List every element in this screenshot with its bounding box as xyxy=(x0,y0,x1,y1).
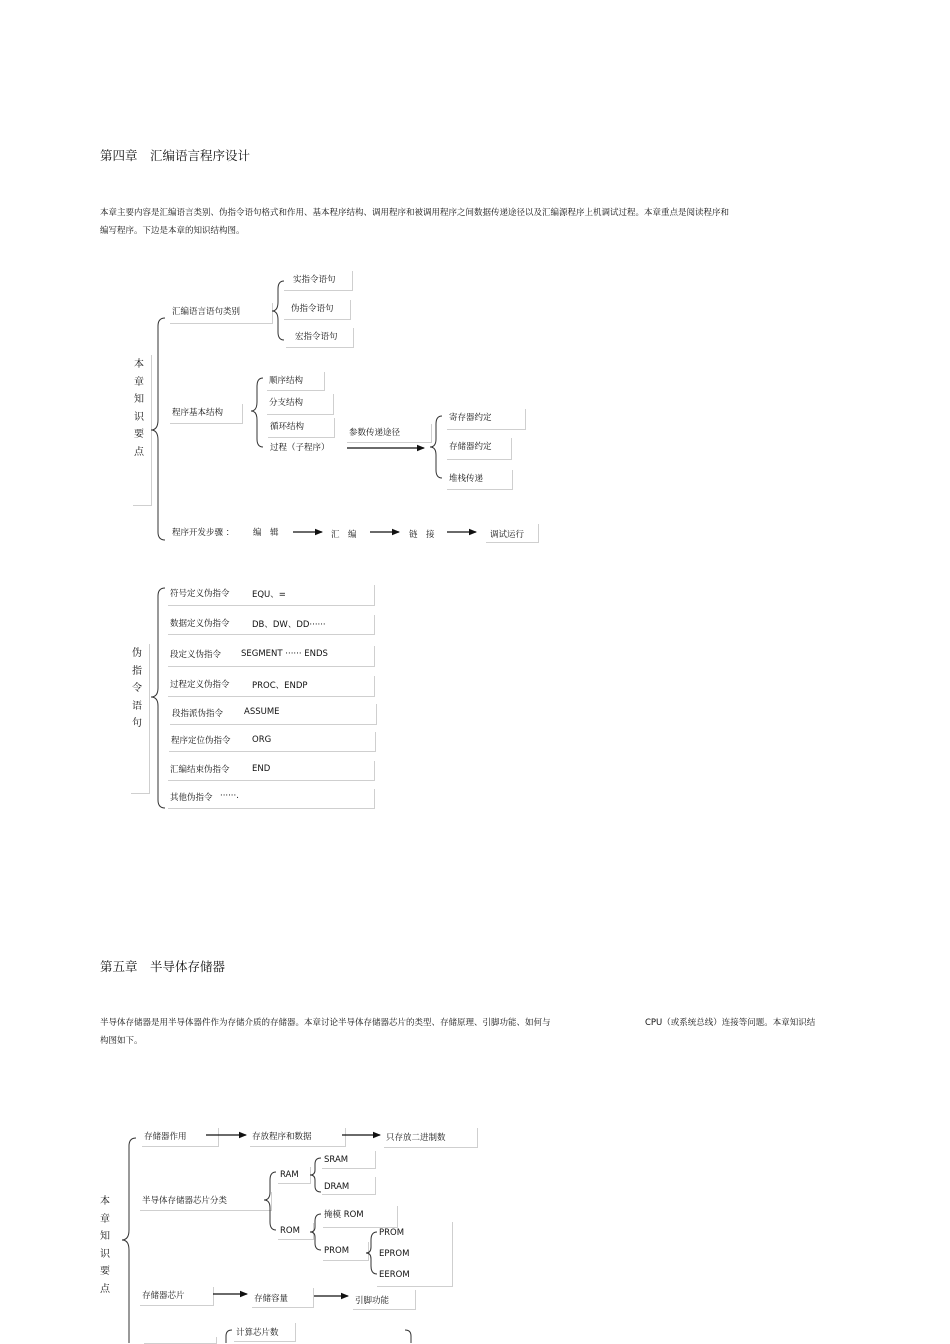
chapter5-title: 第五章 半导体存储器 xyxy=(100,959,226,974)
brace xyxy=(264,1172,276,1230)
chapter4-title: 第四章 汇编语言程序设计 xyxy=(100,148,251,163)
pseudo-row-label: 程序定位伪指令 xyxy=(171,736,231,746)
brace xyxy=(122,1138,136,1343)
brace xyxy=(226,1330,232,1343)
stmt-item: 实指令语句 xyxy=(293,275,336,285)
param-path-label: 参数传递途径 xyxy=(349,428,401,438)
mem-role-value: 存放程序和数据 xyxy=(252,1132,312,1142)
pseudo-row-label: 段定义伪指令 xyxy=(170,650,222,660)
pseudo-row-label: 符号定义伪指令 xyxy=(170,589,230,599)
stmt-category-label: 汇编语言语句类别 xyxy=(172,307,241,317)
pseudo-row-label: 汇编结束伪指令 xyxy=(170,765,230,775)
brace xyxy=(310,1158,321,1192)
dev-step: 编 辑 xyxy=(253,528,279,538)
dev-step: 链 接 xyxy=(409,530,435,540)
struct-item: 顺序结构 xyxy=(269,376,304,386)
pseudo-row-value: ORG xyxy=(252,735,272,745)
brace xyxy=(151,588,165,808)
prom-item: EPROM xyxy=(379,1249,410,1259)
chapter5-intro-line2: 构图如下。 xyxy=(100,1036,143,1046)
dev-step: 调试运行 xyxy=(490,530,525,540)
brace xyxy=(310,1214,321,1250)
chapter4-intro-line2: 编写程序。下边是本章的知识结构图。 xyxy=(100,226,245,236)
dev-steps-label: 程序开发步骤 ： xyxy=(172,528,235,538)
pseudo-row-label: 段指派伪指令 xyxy=(172,709,224,719)
mem-role-note: 只存放二进制数 xyxy=(386,1133,446,1143)
mem-chip-label: 存储器芯片 xyxy=(142,1291,185,1301)
chapter4-intro-line1: 本章主要内容是汇编语言类别、伪指令语句格式和作用、基本程序结构、调用程序和被调用程序之间数据传递途径以及汇编源程序上机调试过程。本章重点是阅读程序和 xyxy=(100,208,730,218)
struct-item: 循环结构 xyxy=(270,422,305,432)
tree3-root-label: 本章知识要点 xyxy=(100,1196,110,1295)
brace xyxy=(405,1330,411,1343)
param-item: 寄存器约定 xyxy=(449,413,492,423)
chip-class-label: 半导体存储器芯片分类 xyxy=(142,1196,228,1206)
stmt-item: 宏指令语句 xyxy=(295,332,338,342)
pseudo-row-value: SEGMENT ······ ENDS xyxy=(241,649,328,659)
pseudo-row-value: ASSUME xyxy=(244,707,280,717)
basic-struct-label: 程序基本结构 xyxy=(172,408,224,418)
rom-label: ROM xyxy=(280,1226,300,1236)
pseudo-row-value: END xyxy=(252,764,271,774)
pseudo-row-label: 数据定义伪指令 xyxy=(170,619,230,629)
dev-step: 汇 编 xyxy=(331,530,357,540)
struct-item: 过程（子程序） xyxy=(270,443,330,453)
mask-rom-label: 掩模 ROM xyxy=(324,1210,364,1220)
tree2-root-label: 伪指令语句 xyxy=(132,648,142,729)
calc-chips-label: 计算芯片数 xyxy=(236,1328,279,1338)
ram-label: RAM xyxy=(280,1170,299,1180)
mem-role-label: 存储器作用 xyxy=(144,1132,187,1142)
chapter5-intro-line1a: 半导体存储器是用半导体器件作为存储介质的存储器。本章讨论半导体存储器芯片的类型、存储原理、引脚功能、如何与 xyxy=(100,1018,551,1028)
prom-item: PROM xyxy=(379,1228,405,1238)
param-item: 堆栈传递 xyxy=(449,474,484,484)
param-item: 存储器约定 xyxy=(449,442,492,452)
ram-item: SRAM xyxy=(324,1155,349,1165)
brace xyxy=(251,378,263,447)
prom-item: EEROM xyxy=(379,1270,410,1280)
pseudo-row-label: 过程定义伪指令 xyxy=(170,680,230,690)
pseudo-row-value: DB、DW、DD······ xyxy=(252,620,326,630)
prom-label: PROM xyxy=(324,1246,350,1256)
brace xyxy=(272,281,284,340)
mem-capacity-label: 存储容量 xyxy=(254,1294,289,1304)
pseudo-row-value: ······. xyxy=(220,791,239,801)
pseudo-row-label: 其他伪指令 xyxy=(170,793,213,803)
brace xyxy=(366,1232,377,1274)
struct-item: 分支结构 xyxy=(269,398,304,408)
pin-function-label: 引脚功能 xyxy=(355,1296,390,1306)
chapter5-intro-line1b: CPU（或系统总线）连接等问题。本章知识结 xyxy=(645,1018,816,1028)
stmt-item: 伪指令语句 xyxy=(291,304,334,314)
brace xyxy=(151,318,165,540)
ram-item: DRAM xyxy=(324,1182,350,1192)
tree1-root-label: 本章知识要点 xyxy=(134,359,144,458)
pseudo-row-value: PROC、ENDP xyxy=(252,681,308,691)
pseudo-row-value: EQU、= xyxy=(252,590,286,600)
brace xyxy=(430,416,442,478)
